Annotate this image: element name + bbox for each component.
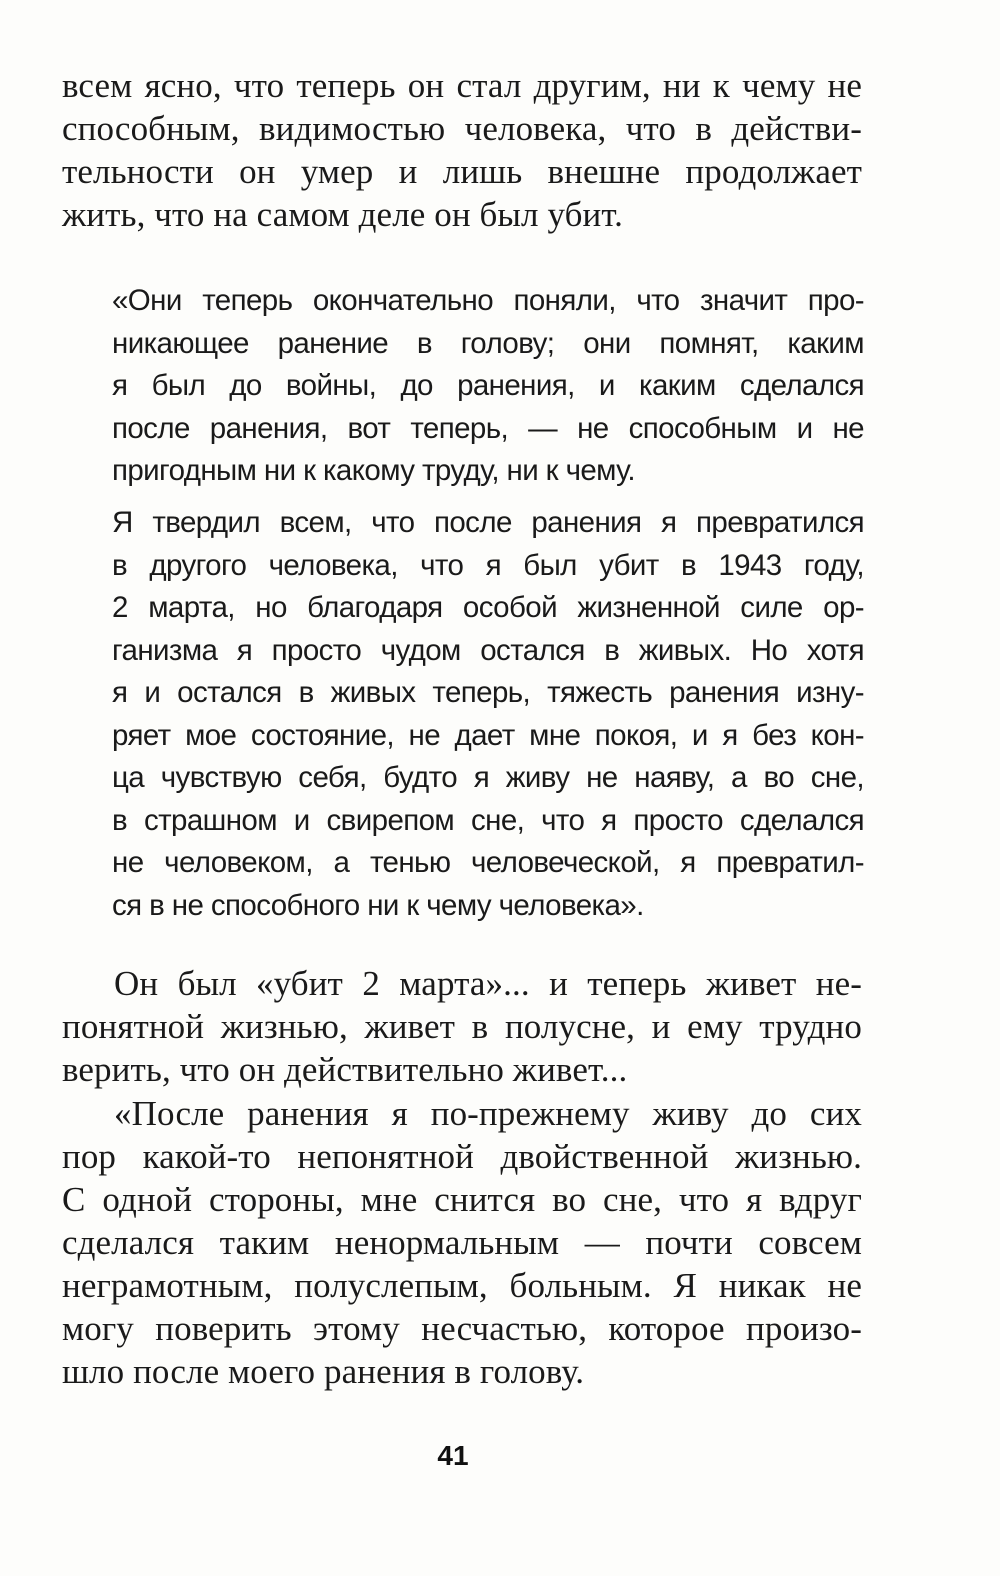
text-line: Я твердил всем, что после ранения я превратился — [112, 506, 864, 539]
text-line: Он был «убит 2 марта»... и теперь живет не- — [114, 964, 862, 1003]
text-line: ся в не способного ни к чему человека». — [112, 888, 644, 922]
text-line: после ранения, вот теперь, — не способным и не — [112, 411, 864, 445]
text-line: жить, что на самом деле он был убит. — [62, 195, 623, 234]
text-line: верить, что он действительно живет... — [62, 1050, 628, 1089]
quote-paragraph-1 — [112, 280, 864, 493]
text-line: пор какой-то непонятной двойственной жизнью. — [62, 1137, 862, 1176]
text-line: ца чувствую себя, будто я живу не наяву, а во сне, — [112, 761, 864, 794]
paragraph-2 — [62, 962, 862, 1091]
text-line: способным, видимостью человека, что в действи- — [62, 109, 862, 148]
text-line: 2 марта, но благодаря особой жизненной силе ор- — [112, 591, 864, 624]
text-line: «После ранения я по-прежнему живу до сих — [114, 1094, 862, 1133]
paragraph-3 — [62, 1092, 862, 1393]
text-line: в страшном и свирепом сне, что я просто сделался — [112, 803, 864, 837]
text-line: «Они теперь окончательно поняли, что значит про- — [112, 284, 864, 317]
text-line: я и остался в живых теперь, тяжесть ранения изну- — [112, 676, 864, 709]
text-line: не человеком, а тенью человеческой, я превратил- — [112, 846, 864, 879]
text-line: пригодным ни к какому труду, ни к чему. — [112, 454, 635, 487]
text-line: никающее ранение в голову; они помнят, каким — [112, 326, 864, 360]
text-line: сделался таким ненормальным — почти совсем — [62, 1223, 862, 1262]
text-line: в другого человека, что я был убит в 1943 году, — [112, 548, 864, 582]
paragraph-continuation — [62, 64, 862, 236]
page-number: 41 — [437, 1440, 469, 1471]
text-line: шло после моего ранения в голову. — [62, 1352, 585, 1391]
text-line: понятной жизнью, живет в полусне, и ему трудно — [62, 1007, 862, 1046]
text-line: я был до войны, до ранения, и каким сделался — [112, 369, 864, 402]
text-line: С одной стороны, мне снится во сне, что я вдруг — [62, 1180, 862, 1219]
text-line: всем ясно, что теперь он стал другим, ни к чему не — [62, 66, 862, 105]
text-line: могу поверить этому несчастью, которое произо- — [62, 1309, 862, 1348]
text-line: ганизма я просто чудом остался в живых. Но хотя — [112, 633, 864, 667]
text-line: ряет мое состояние, не дает мне покоя, и я без кон- — [112, 718, 864, 752]
quote-paragraph-2 — [112, 502, 864, 927]
text-line: неграмотным, полуслепым, больным. Я никак не — [62, 1266, 862, 1305]
text-line: тельности он умер и лишь внешне продолжает — [62, 152, 862, 191]
